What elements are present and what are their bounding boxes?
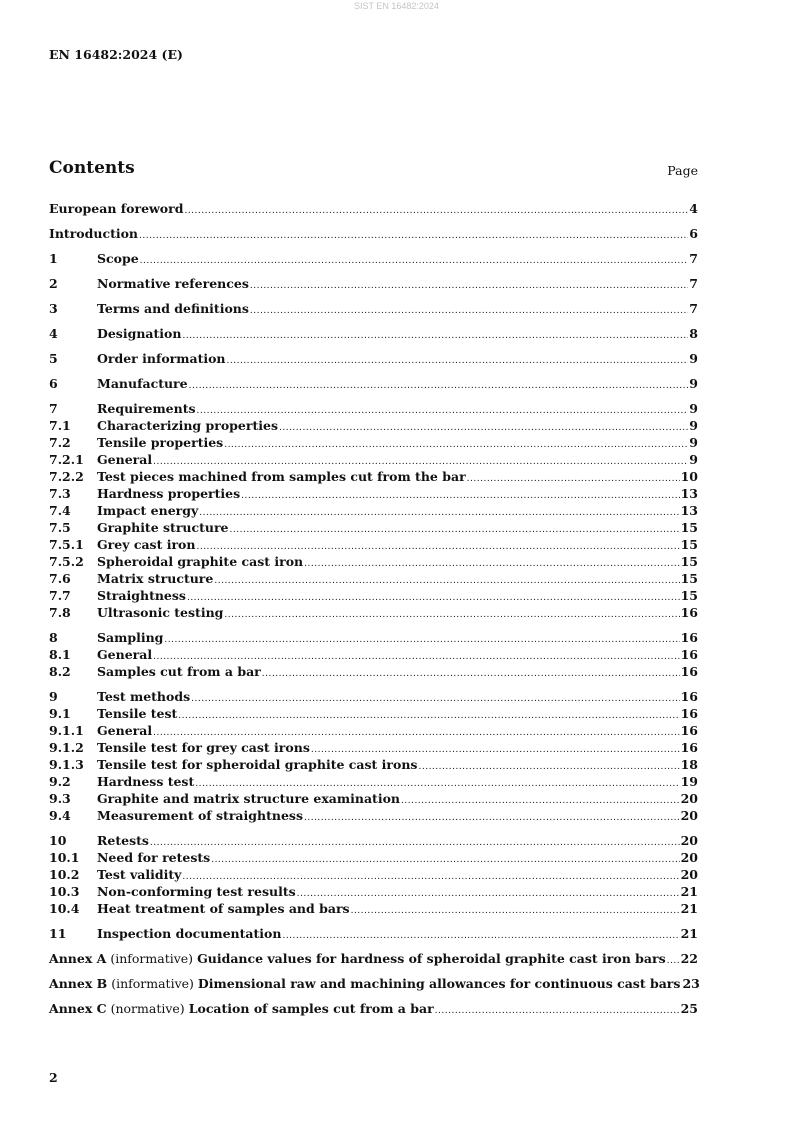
toc-dot-leader bbox=[153, 652, 679, 662]
toc-entry-page: 16 bbox=[680, 647, 698, 662]
toc-entry-title: Tensile test for spheroidal graphite cast irons bbox=[97, 757, 418, 772]
toc-entry-title: Need for retests bbox=[97, 850, 211, 865]
toc-dot-leader bbox=[304, 813, 680, 823]
toc-entry[interactable] bbox=[49, 226, 698, 243]
toc-entry[interactable] bbox=[49, 740, 698, 757]
toc-entry-title: Test methods bbox=[97, 689, 191, 704]
toc-entry-title: Tensile test bbox=[97, 706, 178, 721]
toc-entry-page: 20 bbox=[680, 867, 698, 882]
toc-entry-title: Scope bbox=[97, 251, 139, 266]
document-id: EN 16482:2024 (E) bbox=[49, 47, 183, 62]
toc-entry-number: 9.1 bbox=[49, 706, 71, 721]
toc-entry-page: 9 bbox=[689, 351, 698, 366]
toc-dot-leader bbox=[304, 559, 679, 569]
toc-entry-title: Introduction bbox=[49, 226, 139, 241]
toc-entry[interactable] bbox=[49, 537, 698, 554]
toc-dot-leader bbox=[262, 669, 680, 679]
toc-entry-page: 13 bbox=[680, 503, 698, 518]
annex-page: 25 bbox=[680, 1001, 698, 1016]
toc-dot-leader bbox=[418, 762, 679, 772]
toc-entry-number: 8.1 bbox=[49, 647, 71, 662]
toc-entry-title: Graphite structure bbox=[97, 520, 229, 535]
toc-entry[interactable] bbox=[49, 201, 698, 218]
toc-entry-page: 13 bbox=[680, 486, 698, 501]
toc-entry-title: Straightness bbox=[97, 588, 186, 603]
toc-entry-page: 4 bbox=[689, 201, 698, 216]
annex-type: (informative) bbox=[111, 976, 194, 991]
toc-entry[interactable] bbox=[49, 554, 698, 571]
toc-entry-page: 21 bbox=[680, 884, 698, 899]
toc-entry[interactable] bbox=[49, 376, 698, 393]
toc-dot-leader bbox=[187, 593, 680, 603]
toc-entry-title: Graphite and matrix structure examination bbox=[97, 791, 400, 806]
toc-dot-leader bbox=[241, 491, 679, 501]
toc-dot-leader bbox=[139, 231, 688, 241]
annex-type: (informative) bbox=[110, 951, 194, 966]
toc-entry-page: 16 bbox=[680, 605, 698, 620]
toc-entry-page: 15 bbox=[680, 588, 698, 603]
annex-title: Dimensional raw and machining allowances for continuous cast bars bbox=[197, 976, 681, 991]
toc-dot-leader bbox=[297, 889, 680, 899]
toc-entry-number: 10.3 bbox=[49, 884, 80, 899]
toc-entry-title: Tensile properties bbox=[97, 435, 224, 450]
toc-entry-title: European foreword bbox=[49, 201, 184, 216]
toc-entry-page: 15 bbox=[680, 537, 698, 552]
toc-entry-page: 15 bbox=[680, 554, 698, 569]
toc-entry[interactable] bbox=[49, 418, 698, 435]
toc-dot-leader bbox=[189, 381, 689, 391]
toc-entry-title: Retests bbox=[97, 833, 149, 848]
toc-annex-entry[interactable] bbox=[49, 1001, 698, 1018]
toc-entry-number: 9.3 bbox=[49, 791, 71, 806]
toc-entry-title: General bbox=[97, 647, 153, 662]
page-number: 2 bbox=[49, 1070, 58, 1085]
toc-dot-leader bbox=[197, 406, 689, 416]
toc-entry-page: 8 bbox=[689, 326, 698, 341]
toc-entry[interactable] bbox=[49, 486, 698, 503]
toc-dot-leader bbox=[214, 576, 679, 586]
toc-entry-title: Grey cast iron bbox=[97, 537, 196, 552]
toc-entry-title: Terms and definitions bbox=[97, 301, 249, 316]
toc-entry[interactable] bbox=[49, 884, 698, 901]
toc-entry-page: 10 bbox=[680, 469, 698, 484]
toc-entry[interactable] bbox=[49, 630, 698, 647]
toc-dot-leader bbox=[279, 423, 688, 433]
toc-entry-number: 10.4 bbox=[49, 901, 80, 916]
toc-entry-page: 16 bbox=[680, 689, 698, 704]
toc-dot-leader bbox=[211, 855, 679, 865]
toc-entry-title: Requirements bbox=[97, 401, 196, 416]
toc-dot-leader bbox=[196, 542, 679, 552]
toc-entry[interactable] bbox=[49, 301, 698, 318]
toc-entry-page: 9 bbox=[689, 401, 698, 416]
toc-entry-number: 7.2.1 bbox=[49, 452, 84, 467]
toc-entry-title: Order information bbox=[97, 351, 226, 366]
toc-entry-number: 8 bbox=[49, 630, 58, 645]
toc-entry[interactable] bbox=[49, 571, 698, 588]
annex-page: 23 bbox=[682, 976, 700, 991]
toc-entry[interactable] bbox=[49, 901, 698, 918]
toc-entry-page: 16 bbox=[680, 706, 698, 721]
toc-entry-page: 20 bbox=[680, 808, 698, 823]
toc-entry-page: 7 bbox=[689, 251, 698, 266]
annex-page: 22 bbox=[680, 951, 698, 966]
toc-dot-leader bbox=[401, 796, 680, 806]
toc-dot-leader bbox=[182, 872, 679, 882]
toc-entry[interactable] bbox=[49, 791, 698, 808]
toc-entry-number: 7.5 bbox=[49, 520, 71, 535]
toc-entry[interactable] bbox=[49, 503, 698, 520]
toc-entry-number: 3 bbox=[49, 301, 58, 316]
toc-entry-page: 6 bbox=[689, 226, 698, 241]
toc-dot-leader bbox=[230, 525, 680, 535]
toc-entry-title: Impact energy bbox=[97, 503, 199, 518]
toc-entry-number: 5 bbox=[49, 351, 58, 366]
toc-entry-number: 10.1 bbox=[49, 850, 80, 865]
toc-entry-title: General bbox=[97, 452, 153, 467]
toc-dot-leader bbox=[224, 610, 679, 620]
toc-annex-entry[interactable] bbox=[49, 951, 698, 968]
toc-dot-leader bbox=[164, 635, 679, 645]
toc-entry-number: 7.5.2 bbox=[49, 554, 84, 569]
toc-dot-leader bbox=[467, 474, 680, 484]
annex-label: Annex C bbox=[49, 1001, 107, 1016]
toc-entry[interactable] bbox=[49, 435, 698, 452]
toc-dot-leader bbox=[182, 331, 688, 341]
toc-entry-page: 7 bbox=[689, 276, 698, 291]
toc-entry[interactable] bbox=[49, 351, 698, 368]
toc-entry[interactable] bbox=[49, 401, 698, 418]
toc-entry-number: 7.6 bbox=[49, 571, 71, 586]
toc-entry[interactable] bbox=[49, 469, 698, 486]
toc-dot-leader bbox=[311, 745, 680, 755]
toc-entry[interactable] bbox=[49, 647, 698, 664]
toc-dot-leader bbox=[667, 956, 680, 966]
toc-entry-page: 20 bbox=[680, 833, 698, 848]
toc-entry[interactable] bbox=[49, 452, 698, 469]
toc-entry-page: 9 bbox=[689, 452, 698, 467]
toc-entry-title: General bbox=[97, 723, 153, 738]
annex-label: Annex B bbox=[49, 976, 108, 991]
toc-dot-leader bbox=[282, 931, 679, 941]
toc-entry[interactable] bbox=[49, 867, 698, 884]
toc-entry[interactable] bbox=[49, 723, 698, 740]
watermark: SIST EN 16482:2024 bbox=[354, 1, 439, 11]
toc-entry-title: Non-conforming test results bbox=[97, 884, 296, 899]
toc-entry-title: Inspection documentation bbox=[97, 926, 282, 941]
toc-entry[interactable] bbox=[49, 605, 698, 622]
toc-entry[interactable] bbox=[49, 520, 698, 537]
toc-entry-page: 21 bbox=[680, 901, 698, 916]
toc-entry-number: 10.2 bbox=[49, 867, 80, 882]
toc-dot-leader bbox=[184, 206, 688, 216]
toc-entry-title: Sampling bbox=[97, 630, 164, 645]
toc-entry-number: 11 bbox=[49, 926, 67, 941]
toc-entry-title: Heat treatment of samples and bars bbox=[97, 901, 350, 916]
toc-entry[interactable] bbox=[49, 588, 698, 605]
toc-entry[interactable] bbox=[49, 833, 698, 850]
toc-entry-title: Tensile test for grey cast irons bbox=[97, 740, 310, 755]
toc-dot-leader bbox=[153, 728, 679, 738]
toc-entry-number: 4 bbox=[49, 326, 58, 341]
toc-entry-title: Test validity bbox=[97, 867, 182, 882]
toc-entry-number: 7.3 bbox=[49, 486, 71, 501]
toc-dot-leader bbox=[250, 306, 688, 316]
toc-entry-number: 7.5.1 bbox=[49, 537, 84, 552]
toc-entry-page: 9 bbox=[689, 418, 698, 433]
toc-entry-number: 10 bbox=[49, 833, 67, 848]
toc-entry-page: 16 bbox=[680, 630, 698, 645]
toc-entry-page: 20 bbox=[680, 850, 698, 865]
toc-dot-leader bbox=[250, 281, 688, 291]
toc-entry-page: 9 bbox=[689, 376, 698, 391]
toc-entry-number: 7.4 bbox=[49, 503, 71, 518]
toc-entry-title: Test pieces machined from samples cut from the bar bbox=[97, 469, 466, 484]
toc-entry-number: 2 bbox=[49, 276, 58, 291]
toc-entry-number: 7.8 bbox=[49, 605, 71, 620]
toc-entry-page: 21 bbox=[680, 926, 698, 941]
toc-dot-leader bbox=[199, 508, 679, 518]
toc-entry-page: 15 bbox=[680, 520, 698, 535]
toc-entry-number: 7 bbox=[49, 401, 58, 416]
page-column-label: Page bbox=[667, 163, 698, 178]
annex-title: Location of samples cut from a bar bbox=[188, 1001, 434, 1016]
toc-dot-leader bbox=[224, 440, 688, 450]
toc-entry[interactable] bbox=[49, 326, 698, 343]
toc-entry-number: 7.2.2 bbox=[49, 469, 84, 484]
toc-entry-number: 6 bbox=[49, 376, 58, 391]
annex-type: (normative) bbox=[110, 1001, 185, 1016]
toc-dot-leader bbox=[191, 694, 679, 704]
toc-entry-number: 9.1.2 bbox=[49, 740, 84, 755]
contents-heading: Contents bbox=[49, 158, 135, 178]
toc-entry[interactable] bbox=[49, 774, 698, 791]
toc-entry-number: 9 bbox=[49, 689, 58, 704]
annex-label: Annex A bbox=[49, 951, 107, 966]
toc-entry[interactable] bbox=[49, 689, 698, 706]
annex-title: Guidance values for hardness of spheroidal graphite cast iron bars bbox=[197, 951, 666, 966]
toc-entry-page: 16 bbox=[680, 740, 698, 755]
toc-entry-number: 1 bbox=[49, 251, 58, 266]
toc-dot-leader bbox=[140, 256, 689, 266]
toc-entry-page: 18 bbox=[680, 757, 698, 772]
toc-dot-leader bbox=[195, 779, 679, 789]
toc-dot-leader bbox=[435, 1006, 680, 1016]
toc-entry-title: Spheroidal graphite cast iron bbox=[97, 554, 304, 569]
toc-entry[interactable] bbox=[49, 757, 698, 774]
toc-entry-title: Normative references bbox=[97, 276, 249, 291]
toc-entry-number: 8.2 bbox=[49, 664, 71, 679]
toc-entry-title: Matrix structure bbox=[97, 571, 214, 586]
toc-entry-page: 7 bbox=[689, 301, 698, 316]
toc-dot-leader bbox=[153, 457, 688, 467]
toc-entry-title: Manufacture bbox=[97, 376, 188, 391]
toc-annex-entry[interactable] bbox=[49, 976, 698, 993]
toc-entry-number: 7.1 bbox=[49, 418, 71, 433]
toc-entry-number: 9.1.1 bbox=[49, 723, 84, 738]
toc-entry-page: 16 bbox=[680, 723, 698, 738]
toc-entry-title: Samples cut from a bar bbox=[97, 664, 261, 679]
toc-entry-page: 15 bbox=[680, 571, 698, 586]
toc-entry-title: Designation bbox=[97, 326, 182, 341]
toc-dot-leader bbox=[227, 356, 689, 366]
toc-entry[interactable] bbox=[49, 808, 698, 825]
toc-entry-page: 16 bbox=[680, 664, 698, 679]
toc-entry-number: 7.2 bbox=[49, 435, 71, 450]
toc-entry[interactable] bbox=[49, 251, 698, 268]
toc-entry-page: 9 bbox=[689, 435, 698, 450]
toc-entry-title: Hardness test bbox=[97, 774, 195, 789]
toc-entry[interactable] bbox=[49, 850, 698, 867]
toc-entry-title: Ultrasonic testing bbox=[97, 605, 224, 620]
toc-entry-number: 7.7 bbox=[49, 588, 71, 603]
toc-dot-leader bbox=[150, 838, 680, 848]
toc-entry-title: Hardness properties bbox=[97, 486, 241, 501]
toc-entry[interactable] bbox=[49, 706, 698, 723]
toc-entry-number: 9.1.3 bbox=[49, 757, 84, 772]
toc-entry-title: Measurement of straightness bbox=[97, 808, 303, 823]
toc-entry-page: 19 bbox=[680, 774, 698, 789]
toc-entry-number: 9.2 bbox=[49, 774, 71, 789]
toc-dot-leader bbox=[178, 711, 679, 721]
toc-entry-number: 9.4 bbox=[49, 808, 71, 823]
toc-entry-title: Characterizing properties bbox=[97, 418, 278, 433]
toc-entry[interactable] bbox=[49, 276, 698, 293]
toc-entry-page: 20 bbox=[680, 791, 698, 806]
toc-entry[interactable] bbox=[49, 664, 698, 681]
toc-entry[interactable] bbox=[49, 926, 698, 943]
table-of-contents bbox=[49, 201, 698, 1018]
toc-dot-leader bbox=[351, 906, 680, 916]
